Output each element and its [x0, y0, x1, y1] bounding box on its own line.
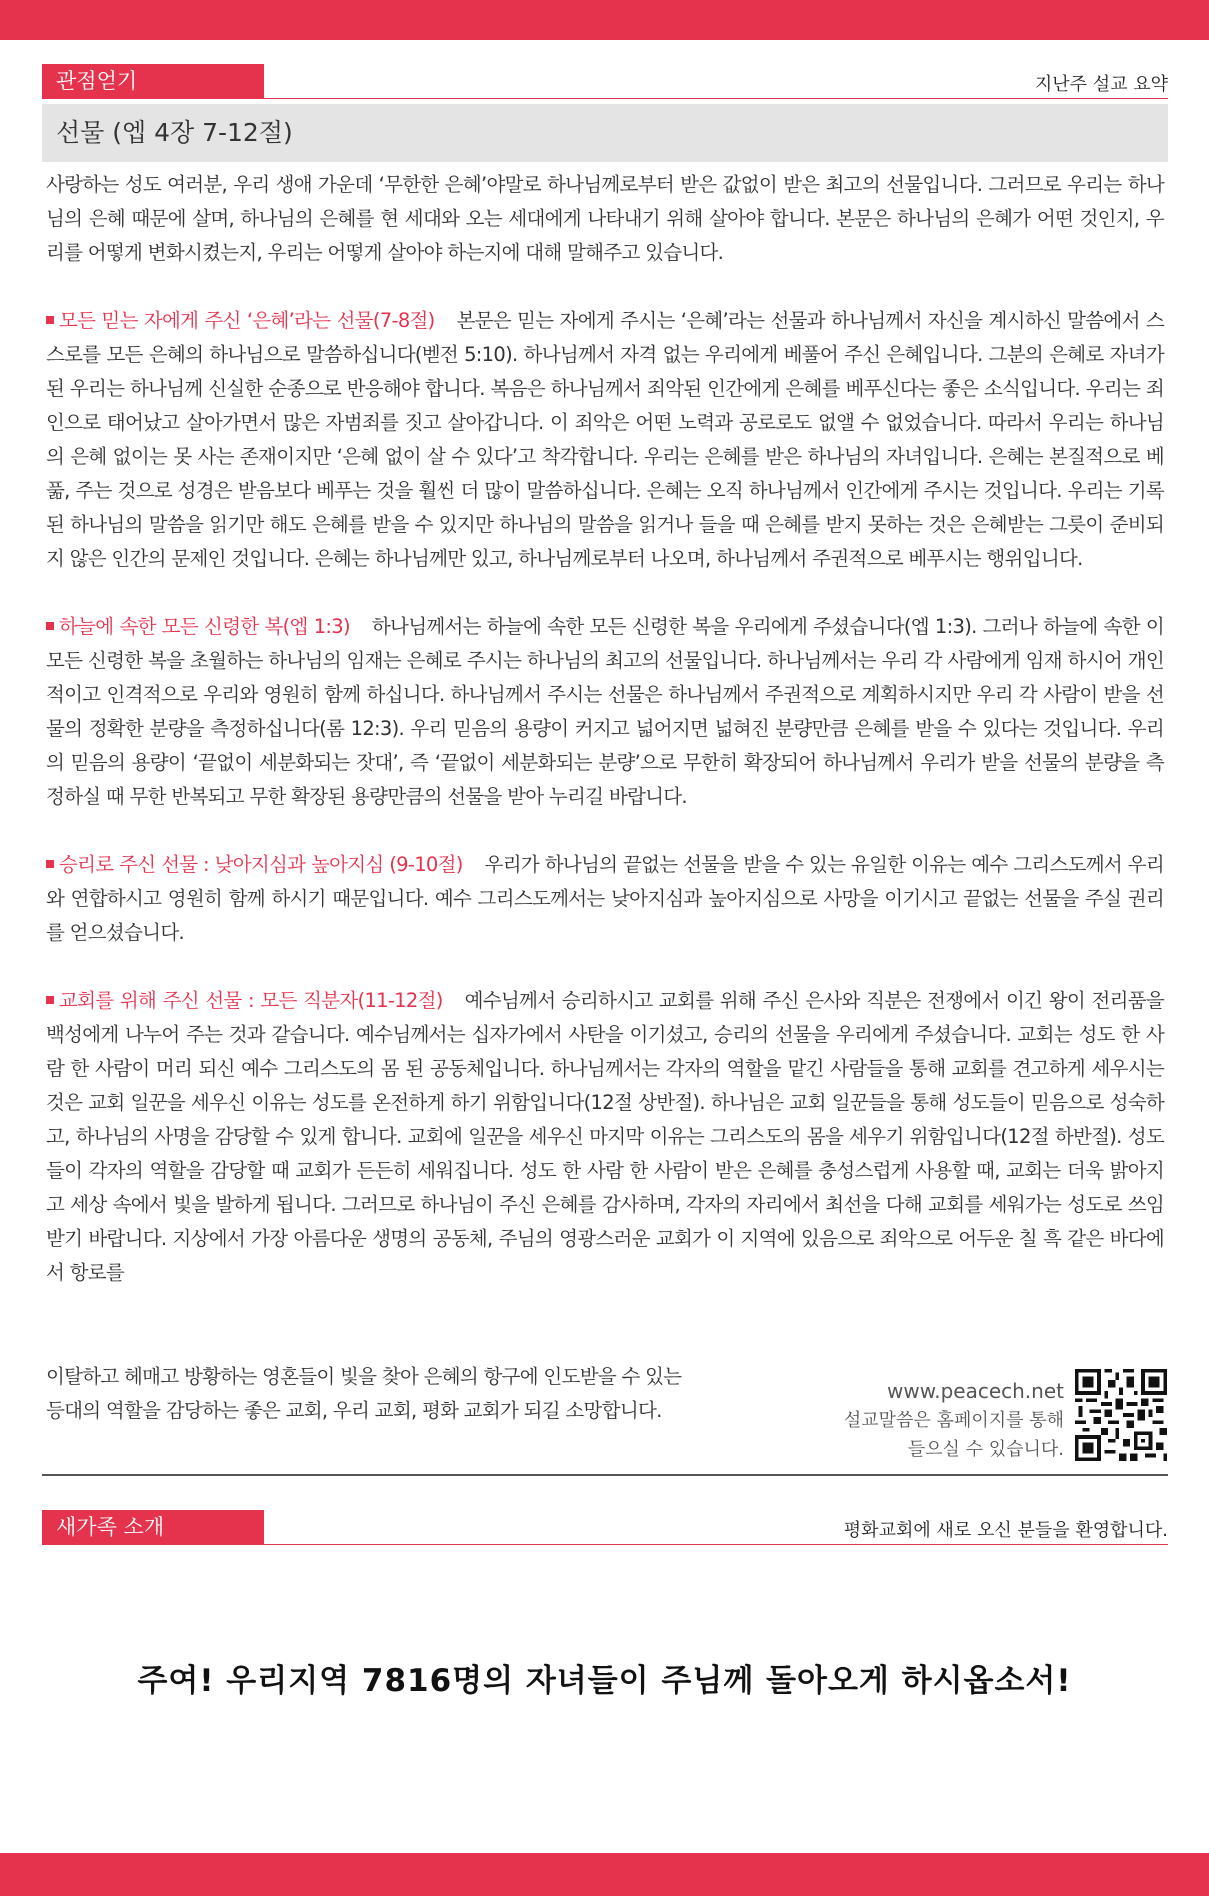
point-heading: 승리로 주신 선물 : 낮아지심과 높아지심 (9-10절) [46, 853, 463, 876]
website-info [844, 1377, 1064, 1464]
point-body: 우리가 하나님의 끝없는 선물을 받을 수 있는 유일한 이유는 예수 그리스도께서 우리와 연합하시고 영원히 함께 하시기 때문입니다. 예수 그리스도께서는 낮아지심과 높아지심으로 사망을 이기시고 끝없는 선물을 주실 권리를 얻으셨습니다. [46, 853, 1164, 944]
point-paragraph [46, 610, 1164, 814]
prayer-slogan: 주여! 우리지역 7816명의 자녀들이 주님께 돌아오게 하시옵소서! [137, 1663, 1072, 1699]
point-heading: 교회를 위해 주신 선물 : 모든 직분자(11-12절) [46, 989, 443, 1012]
section-header-perspective [42, 64, 1168, 99]
section-label: 관점얻기 [42, 64, 264, 98]
qr-code-icon[interactable] [1075, 1369, 1167, 1461]
website-note: 설교말씀은 홈페이지를 통해 [843, 1410, 1064, 1431]
point-paragraph [46, 984, 1164, 1290]
point-heading: 모든 믿는 자에게 주신 ‘은혜’라는 선물(7-8절) [46, 309, 435, 332]
closing-line: 이탈하고 헤매고 방황하는 영혼들이 빛을 찾아 은혜의 항구에 인도받을 수 있는 [46, 1365, 682, 1388]
closing-text [46, 1360, 786, 1428]
closing-line: 등대의 역할을 감당하는 좋은 교회, 우리 교회, 평화 교회가 되길 소망합니다. [46, 1399, 662, 1422]
section-header-new-family [42, 1510, 1168, 1545]
section-subtitle: 평화교회에 새로 오신 분들을 환영합니다. [843, 1520, 1168, 1541]
bullet-square-icon [46, 622, 54, 630]
point-body: 본문은 믿는 자에게 주시는 ‘은혜’라는 선물과 하나님께서 자신을 계시하신 말씀에서 스스로를 모든 은혜의 하나님으로 말씀하십니다(벧전 5:10). 하나님께서 자격 없는 우리에게 베풀어 주신 은혜입니다. 그분의 은혜로 자녀가 된 우리는 하나님께 신실한 순종으로 반응해야 합니다. 복음은 하나님께서 죄악된 인간에게 은혜를 베푸신다는 좋은 소식입니다. 우리는 죄인으로 태어났고 살아가면서 많은 자범죄를 짓고 살아갑니다. 이 죄악은 어떤 노력과 공로로도 없앨 수 없었습니다. 따라서 우리는 하나님의 은혜 없이는 못 사는 존재이지만 ‘은혜 없이 살 수 있다’고 착각합니다. 우리는 은혜를 받은 하나님의 자녀입니다. 은혜는 본질적으로 베풂, 주는 것으로 성경은 받음보다 베푸는 것을 훨씬 더 많이 말씀하십니다. 은혜는 오직 하나님께서 인간에게 주시는 것입니다. 우리는 기록된 하나님의 말씀을 읽기만 해도 은혜를 받을 수 있지만 하나님의 말씀을 읽거나 들을 때 은혜를 받지 못하는 것은 은혜받는 그릇이 준비되지 않은 인간의 문제인 것입니다. 은혜는 하나님께만 있고, 하나님께로부터 나오며, 하나님께서 주권적으로 베푸시는 행위입니다. [46, 309, 1165, 570]
point-paragraph [46, 848, 1164, 950]
top-accent-bar [0, 0, 1209, 40]
point-body: 하나님께서는 하늘에 속한 모든 신령한 복을 우리에게 주셨습니다(엡 1:3). 그러나 하늘에 속한 이 모든 신령한 복을 초월하는 하나님의 임재는 은혜로 주시는 하나님의 최고의 선물입니다. 하나님께서는 우리 각 사람에게 임재 하시어 개인적이고 인격적으로 우리와 영원히 함께 하십니다. 하나님께서 주시는 선물은 하나님께서 주권적으로 계획하시지만 우리 각 사람이 받을 선물의 정확한 분량을 측정하십니다(롬 12:3). 우리 믿음의 용량이 커지고 넓어지면 넓혀진 분량만큼 은혜를 받을 수 있다는 것입니다. 우리의 믿음의 용량이 ‘끝없이 세분화되는 잣대’, 즉 ‘끝없이 세분화되는 분량’으로 무한히 확장되어 하나님께서 우리가 받을 선물의 분량을 측정하실 때 무한 반복되고 무한 확장된 용량만큼의 선물을 받아 누리길 바랍니다. [46, 615, 1164, 808]
sermon-summary [46, 168, 1164, 1290]
bullet-square-icon [46, 860, 54, 868]
bottom-accent-bar [0, 1853, 1209, 1896]
intro-paragraph: 사랑하는 성도 여러분, 우리 생애 가운데 ‘무한한 은혜’야말로 하나님께로부터 받은 값없이 받은 최고의 선물입니다. 그러므로 우리는 하나님의 은혜 때문에 살며, 하나님의 은혜를 현 세대와 오는 세대에게 나타내기 위해 살아야 합니다. 본문은 하나님의 은혜가 어떤 것인지, 우리를 어떻게 변화시켰는지, 우리는 어떻게 살아야 하는지에 대해 말해주고 있습니다. [46, 173, 1164, 264]
bullet-square-icon [46, 316, 54, 324]
point-paragraph [46, 304, 1164, 576]
sermon-title: 선물 (엡 4장 7-12절) [42, 104, 1168, 162]
website-link[interactable]: www.peacech.net [886, 1379, 1064, 1403]
website-note: 들으실 수 있습니다. [907, 1439, 1064, 1460]
point-body: 예수님께서 승리하시고 교회를 위해 주신 은사와 직분은 전쟁에서 이긴 왕이 전리품을 백성에게 나누어 주는 것과 같습니다. 예수님께서는 십자가에서 사탄을 이기셨고, 승리의 선물을 우리에게 주셨습니다. 교회는 성도 한 사람 한 사람이 머리 되신 예수 그리스도의 몸 된 공동체입니다. 하나님께서는 각자의 역할을 맡긴 사람들을 통해 교회를 견고하게 세우시는 것은 교회 일꾼을 세우신 이유는 성도를 온전하게 하기 위함입니다(12절 상반절). 하나님은 교회 일꾼들을 통해 성도들이 믿음으로 성숙하고, 하나님의 사명을 감당할 수 있게 합니다. 교회에 일꾼을 세우신 마지막 이유는 그리스도의 몸을 세우기 위함입니다(12절 하반절). 성도들이 각자의 역할을 감당할 때 교회가 든든히 세워집니다. 성도 한 사람 한 사람이 받은 은혜를 충성스럽게 사용할 때, 교회는 더욱 밝아지고 세상 속에서 빛을 발하게 됩니다. 그러므로 하나님이 주신 은혜를 감사하며, 각자의 자리에서 최선을 다해 교회를 세워가는 성도로 쓰임 받기 바랍니다. 지상에서 가장 아름다운 생명의 공동체, 주님의 영광스러운 교회가 이 지역에 있음으로 죄악으로 어두운 칠 흑 같은 바다에서 항로를 [46, 989, 1164, 1284]
section-label: 새가족 소개 [42, 1510, 264, 1544]
section-divider [42, 1474, 1168, 1476]
bullet-square-icon [46, 996, 54, 1004]
point-heading: 하늘에 속한 모든 신령한 복(엡 1:3) [46, 615, 350, 638]
section-subtitle: 지난주 설교 요약 [1034, 74, 1168, 95]
